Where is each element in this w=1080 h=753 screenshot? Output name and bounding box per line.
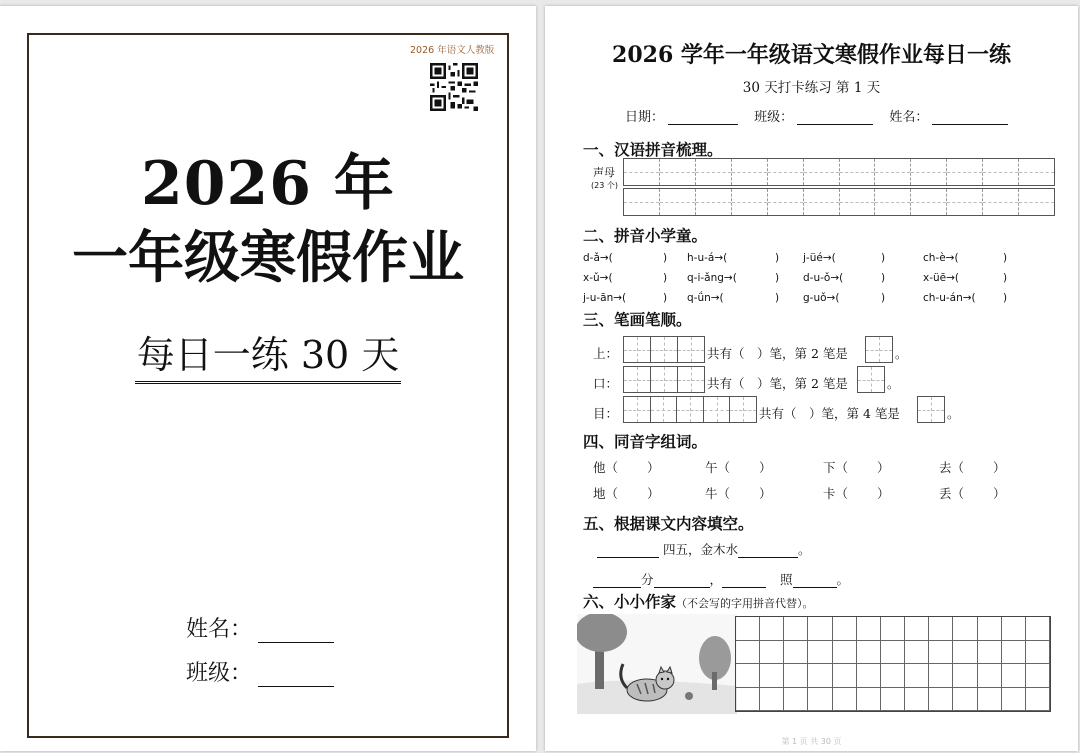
- composition-cell[interactable]: [905, 617, 929, 641]
- section-6-note: （不会写的字用拼音代替）。: [676, 597, 814, 610]
- composition-cell[interactable]: [736, 617, 760, 641]
- composition-cell[interactable]: [784, 617, 808, 641]
- composition-cell[interactable]: [736, 641, 760, 665]
- composition-cell[interactable]: [1002, 617, 1026, 641]
- homophone-answer-close[interactable]: ）: [647, 486, 660, 501]
- worksheet-subtitle: 30 天打卡练习 第 1 天: [742, 80, 881, 96]
- homophone-item: 下（: [823, 460, 849, 475]
- composition-cell[interactable]: [833, 641, 857, 665]
- homophone-item: 去（: [939, 460, 965, 475]
- cover-year: 2026 年: [141, 149, 395, 219]
- composition-cell[interactable]: [736, 688, 760, 712]
- pinyin-item: q-ǘn→(: [687, 292, 724, 304]
- fill-text-1: 四五，金木水: [662, 542, 738, 557]
- initials-count: (23 个): [591, 181, 618, 190]
- cover-name-field: [186, 612, 334, 643]
- stroke-answer-1[interactable]: [865, 336, 893, 363]
- fill-period-2: 。: [836, 572, 850, 587]
- pinyin-item: j-u-ān→(: [583, 292, 627, 304]
- fill-blank-5[interactable]: [722, 575, 766, 588]
- composition-cell[interactable]: [978, 688, 1002, 712]
- fill-blank-6[interactable]: [793, 575, 837, 588]
- pinyin-item: d-u-ǒ→(: [803, 272, 844, 284]
- pinyin-item: x-ǔ→(: [583, 272, 613, 284]
- stroke-text-2: 共有（ ）笔，第 2 笔是: [707, 376, 848, 391]
- composition-cell[interactable]: [1002, 688, 1026, 712]
- pinyin-grid-row-2[interactable]: [623, 188, 1055, 216]
- pinyin-answer-close[interactable]: ): [881, 292, 886, 304]
- qr-code-icon: [430, 63, 478, 111]
- name-field[interactable]: [932, 110, 1008, 125]
- composition-cell[interactable]: [784, 641, 808, 665]
- pinyin-answer-close[interactable]: ): [775, 252, 780, 264]
- date-field[interactable]: [668, 110, 738, 125]
- composition-cell[interactable]: [833, 664, 857, 688]
- pinyin-item: g-uǒ→(: [803, 292, 840, 304]
- composition-cell[interactable]: [808, 641, 832, 665]
- composition-cell[interactable]: [1002, 641, 1026, 665]
- composition-cell[interactable]: [978, 641, 1002, 665]
- worksheet-meta: [625, 106, 1020, 125]
- homophone-answer-close[interactable]: ）: [993, 460, 1006, 475]
- section-6-title: [583, 590, 814, 612]
- page-footer: 第 1 页 共 30 页: [781, 737, 842, 746]
- homophone-item: 牛（: [705, 486, 731, 501]
- stroke-answer-2[interactable]: [857, 366, 885, 393]
- composition-cell[interactable]: [1026, 617, 1050, 641]
- cover-class-label: 班级：: [186, 661, 253, 686]
- composition-cell[interactable]: [929, 641, 953, 665]
- composition-cell[interactable]: [784, 688, 808, 712]
- composition-cell[interactable]: [857, 617, 881, 641]
- composition-cell[interactable]: [760, 688, 784, 712]
- homophone-item: 地（: [593, 486, 619, 501]
- composition-cell[interactable]: [953, 664, 977, 688]
- fill-blank-4[interactable]: [654, 575, 710, 588]
- composition-cell[interactable]: [1026, 664, 1050, 688]
- composition-cell[interactable]: [929, 664, 953, 688]
- stroke-char-3: 目：: [593, 406, 619, 421]
- pinyin-item: ch-è→(: [923, 252, 959, 264]
- pinyin-answer-close[interactable]: ): [663, 252, 668, 264]
- composition-cell[interactable]: [929, 617, 953, 641]
- composition-cell[interactable]: [953, 617, 977, 641]
- fill-blank-2[interactable]: [738, 545, 798, 558]
- composition-cell[interactable]: [1002, 664, 1026, 688]
- composition-cell[interactable]: [881, 688, 905, 712]
- fill-comma: ，: [709, 572, 723, 587]
- composition-cell[interactable]: [808, 617, 832, 641]
- fill-line-2: [593, 570, 849, 588]
- composition-cell[interactable]: [905, 641, 929, 665]
- cover-class-field: [186, 656, 334, 687]
- section-6-title-text: 六、小小作家: [583, 592, 677, 611]
- cover-name-line[interactable]: [258, 622, 334, 643]
- cover-page: [0, 6, 536, 751]
- section-3-title: 三、笔画笔顺。: [583, 310, 692, 329]
- stroke-text-3: 共有（ ）笔，第 4 笔是: [759, 406, 900, 421]
- cat-in-park-illustration: [577, 614, 737, 714]
- stroke-answer-3[interactable]: [917, 396, 945, 423]
- fill-text-2: 分: [641, 572, 654, 587]
- composition-cell[interactable]: [808, 664, 832, 688]
- class-label: 班级：: [754, 110, 794, 125]
- composition-cell[interactable]: [905, 688, 929, 712]
- composition-cell[interactable]: [881, 641, 905, 665]
- section-2-title: 二、拼音小学童。: [583, 226, 708, 245]
- pinyin-item: d-ǎ→(: [583, 252, 613, 264]
- homophone-item: 他（: [593, 460, 619, 475]
- composition-cell[interactable]: [1026, 641, 1050, 665]
- cover-class-line[interactable]: [258, 666, 334, 687]
- pinyin-answer-close[interactable]: ): [775, 272, 780, 284]
- stroke-text-1: 共有（ ）笔，第 2 笔是: [707, 346, 848, 361]
- pinyin-item: ch-u-án→(: [923, 292, 976, 304]
- fill-line-1: [597, 540, 811, 558]
- pinyin-answer-close[interactable]: ): [663, 272, 668, 284]
- stroke-char-2: 口：: [593, 376, 619, 391]
- worksheet-page: [545, 6, 1078, 751]
- name-label: 姓名：: [889, 110, 929, 125]
- homophone-answer-close[interactable]: ）: [877, 486, 890, 501]
- class-field[interactable]: [797, 110, 873, 125]
- homophone-item: 卡（: [823, 486, 849, 501]
- cover-name-label: 姓名：: [186, 617, 253, 642]
- homophone-item: 午（: [705, 460, 731, 475]
- homophone-answer-close[interactable]: ）: [877, 460, 890, 475]
- pinyin-item: j-üé→(: [803, 252, 836, 264]
- initials-label: 声母: [593, 166, 615, 179]
- composition-cell[interactable]: [953, 688, 977, 712]
- composition-cell[interactable]: [736, 664, 760, 688]
- cover-header-note: 2026 年语文人教版: [410, 45, 495, 56]
- pinyin-answer-close[interactable]: ): [1003, 272, 1008, 284]
- pinyin-answer-close[interactable]: ): [1003, 292, 1008, 304]
- composition-cell[interactable]: [857, 688, 881, 712]
- stroke-boxes-1[interactable]: [623, 336, 705, 363]
- composition-cell[interactable]: [760, 617, 784, 641]
- composition-cell[interactable]: [881, 617, 905, 641]
- pinyin-item: x-üē→(: [923, 272, 960, 284]
- stroke-boxes-2[interactable]: [623, 366, 705, 393]
- homophone-item: 丢（: [939, 486, 965, 501]
- composition-cell[interactable]: [953, 641, 977, 665]
- cover-subtitle: [30, 324, 506, 384]
- composition-cell[interactable]: [833, 688, 857, 712]
- section-1-title: 一、汉语拼音梳理。: [583, 140, 723, 159]
- pinyin-answer-close[interactable]: ): [1003, 252, 1008, 264]
- pinyin-grid-row-1[interactable]: [623, 158, 1055, 186]
- section-5-title: 五、根据课文内容填空。: [583, 514, 754, 533]
- pinyin-item: h-u-á→(: [687, 252, 728, 264]
- stroke-end-3: 。: [947, 406, 960, 421]
- pinyin-answer-close[interactable]: ): [881, 272, 886, 284]
- composition-cell[interactable]: [857, 664, 881, 688]
- composition-cell[interactable]: [760, 641, 784, 665]
- composition-cell[interactable]: [784, 664, 808, 688]
- pinyin-answer-close[interactable]: ): [881, 252, 886, 264]
- composition-cell[interactable]: [833, 617, 857, 641]
- stroke-boxes-3[interactable]: [623, 396, 757, 423]
- composition-cell[interactable]: [857, 641, 881, 665]
- composition-cell[interactable]: [929, 688, 953, 712]
- composition-cell[interactable]: [881, 664, 905, 688]
- homophone-answer-close[interactable]: ）: [993, 486, 1006, 501]
- composition-cell[interactable]: [978, 664, 1002, 688]
- date-label: 日期：: [625, 110, 665, 125]
- fill-text-3: 照: [780, 572, 793, 587]
- stroke-char-1: 上：: [593, 346, 619, 361]
- section-4-title: 四、同音字组词。: [583, 432, 708, 451]
- composition-cell[interactable]: [1026, 688, 1050, 712]
- homophone-answer-close[interactable]: ）: [647, 460, 660, 475]
- fill-period-1: 。: [798, 542, 811, 557]
- composition-cell[interactable]: [905, 664, 929, 688]
- pinyin-item: q-i-ǎng→(: [687, 272, 737, 284]
- worksheet-title: 2026 学年一年级语文寒假作业每日一练: [612, 42, 1011, 68]
- cover-subtitle-text: 每日一练 30 天: [135, 324, 402, 384]
- stroke-end-1: 。: [895, 346, 908, 361]
- cover-title: 一年级寒假作业: [72, 225, 464, 291]
- fill-blank-3[interactable]: [593, 575, 641, 588]
- homophone-answer-close[interactable]: ）: [759, 460, 772, 475]
- composition-cell[interactable]: [760, 664, 784, 688]
- fill-blank-1[interactable]: [597, 545, 659, 558]
- composition-grid[interactable]: [735, 616, 1051, 712]
- stroke-end-2: 。: [887, 376, 900, 391]
- homophone-answer-close[interactable]: ）: [759, 486, 772, 501]
- composition-cell[interactable]: [978, 617, 1002, 641]
- pinyin-answer-close[interactable]: ): [775, 292, 780, 304]
- pinyin-answer-close[interactable]: ): [663, 292, 668, 304]
- composition-cell[interactable]: [808, 688, 832, 712]
